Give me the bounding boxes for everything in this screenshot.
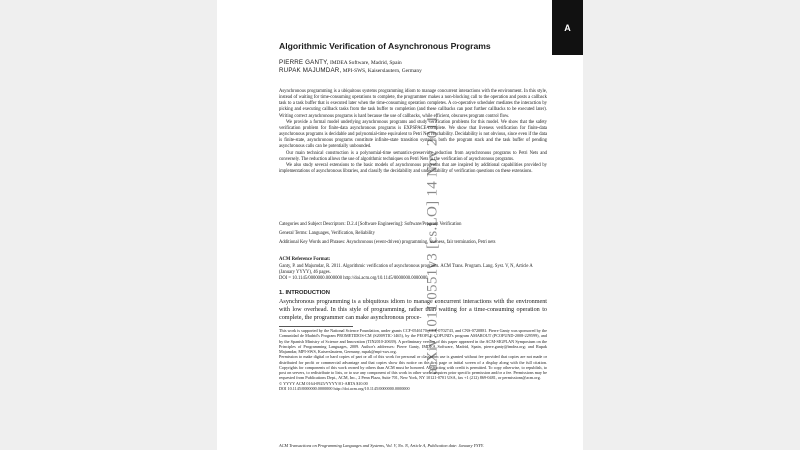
footnotes xyxy=(279,328,547,391)
author-2 xyxy=(279,67,422,74)
footnote-copyright: © YYYY ACM 0164-0925/YYYY/01-ARTA $10.00 xyxy=(279,380,368,386)
running-footer: ACM Transactions on Programming Languages and Systems, Vol. V, No. N, Article A, Publication date: January YYYY. xyxy=(279,443,484,448)
arxiv-id: arXiv:1011.0551v3 [cs.LO] 14 Nov 2011 xyxy=(424,115,441,375)
abstract-paragraph: Asynchronous programming is a ubiquitous systems programming idiom to manage concurrent interactions with the environment. In this style, instead of waiting for time-consuming operations to complete, the programmer makes a non-blocking call to the operation and posts a callback task to a task buffer that is executed later when the time-consuming operation completes. A co-operative scheduler mediates the interaction by picking and executing callback tasks from the task buffer to completion (and these callbacks can post further callbacks to be executed later). Writing correct asynchronous programs is hard because the use of callbacks, while efficient, obscures program control flow. xyxy=(279,89,547,119)
author-name: RUPAK MAJUMDAR, xyxy=(279,67,342,74)
footnote-permission: Permission to make digital or hard copies of part or all of this work for personal or classroom use is granted without fee provided that copies are not made or distributed for profit or commercial advantage and that copies show this notice on the first page or initial screen of a display along with the full citation. Copyrights for components of this work owned by others than ACM must be honored. Abstracting with credit is permitted. To copy otherwise, to republish, to post on servers, to redistribute to lists, or to use any component of this work in other works requires prior specific permission and/or a fee. Permissions may be requested from Publications Dept., ACM, Inc., 2 Penn Plaza, Suite 701, New York, NY 10121-0701 USA, fax +1 (212) 869-0481, or permissions@acm.org. xyxy=(279,354,547,381)
footnote-divider xyxy=(279,326,353,327)
categories: Categories and Subject Descriptors: D.2.4 [Software Engineering]: Software/Program Verification xyxy=(279,222,462,227)
acm-reference xyxy=(279,264,547,282)
acm-reference-doi: DOI = 10.1145/0000000.0000000 http://doi.acm.org/10.1145/0000000.0000000 xyxy=(279,276,428,282)
abstract xyxy=(279,89,547,175)
footnote-doi: DOI 10.1145/0000000.0000000 http://doi.acm.org/10.1145/0000000.0000000 xyxy=(279,385,410,391)
keywords: Additional Key Words and Phrases: Asynchronous (event-driven) programming, liveness, fair termination, Petri nets xyxy=(279,240,496,245)
acm-reference-text: Ganty, P. and Majumdar, R. 2011. Algorithmic verification of asynchronous programs. ACM Trans. Program. Lang. Syst. V, N, Article A (January YYYY), 46 pages. xyxy=(279,264,533,276)
paper-title: Algorithmic Verification of Asynchronous Programs xyxy=(279,41,491,51)
footnote-funding: This work is supported by the National Science Foundation, under grants CCF-0546170, CCF-0702743, and CNS-0720881. Pierre Ganty was sponsored by the Comunidad de Madrid's Program PROMETIDOS-CM (S2009TIC-1465), by the PEOPLE-COFUND's program AMAROUT (PCOFUND-2008-229599), and by the Spanish Ministry of Science and Innovation (TIN2010-20639). A preliminary version of this paper appeared in the ACM-SIGPLAN Symposium on the Principles of Programming Languages, 2009. Author's addresses: Pierre Ganty, IMDEA Software, Madrid, Spain, pierre.ganty@imdea.org; and Rupak Majumdar, MPI-SWS, Kaiserslautern, Germany, rupak@mpi-sws.org. xyxy=(279,328,547,354)
author-name: PIERRE GANTY, xyxy=(279,59,329,66)
general-terms: General Terms: Languages, Verification, Reliability xyxy=(279,231,375,236)
viewer-backdrop-left xyxy=(0,0,217,450)
article-tab: A xyxy=(552,0,583,55)
acm-reference-heading: ACM Reference Format: xyxy=(279,257,331,262)
author-1 xyxy=(279,59,402,66)
author-affiliation: IMDEA Software, Madrid, Spain xyxy=(329,60,402,66)
abstract-paragraph: We also study several extensions to the basic models of asynchronous programs that are inspired by additional capabilities provided by implementations of asynchronous libraries, and classify the decidability and undecidability of verification questions on these extensions. xyxy=(279,162,547,175)
introduction-text: Asynchronous programming is a ubiquitous idiom to manage concurrent interactions with the environment with low overhead. In this style of programming, rather than waiting for a time-consuming operation to complete, the programmer can make asynchronous proce- xyxy=(279,299,547,322)
abstract-paragraph: Our main technical construction is a polynomial-time semantics-preserving reduction from asynchronous programs to Petri Nets and conversely. The reduction allows the use of algorithmic techniques on Petri Nets to the verification of asynchronous programs. xyxy=(279,150,547,162)
viewer-backdrop-right xyxy=(583,0,800,450)
abstract-paragraph: We provide a formal model underlying asynchronous programs and study verification problems for this model. We show that the safety verification problem for finite-data asynchronous programs is EXPSPACE-complete. We show that liveness verification for finite-data asynchronous programs is decidable and polynomial-time equivalent to Petri Net reachability. Decidability is not obvious, since even if the data is finite-state, asynchronous programs constitute infinite-state transition systems: both the program stack and the task buffer of pending asynchronous calls can be potentially unbounded. xyxy=(279,119,547,150)
author-affiliation: MPI-SWS, Kaiserslautern, Germany xyxy=(342,68,422,74)
section-heading: 1. INTRODUCTION xyxy=(279,290,330,296)
paper-content xyxy=(217,0,583,450)
